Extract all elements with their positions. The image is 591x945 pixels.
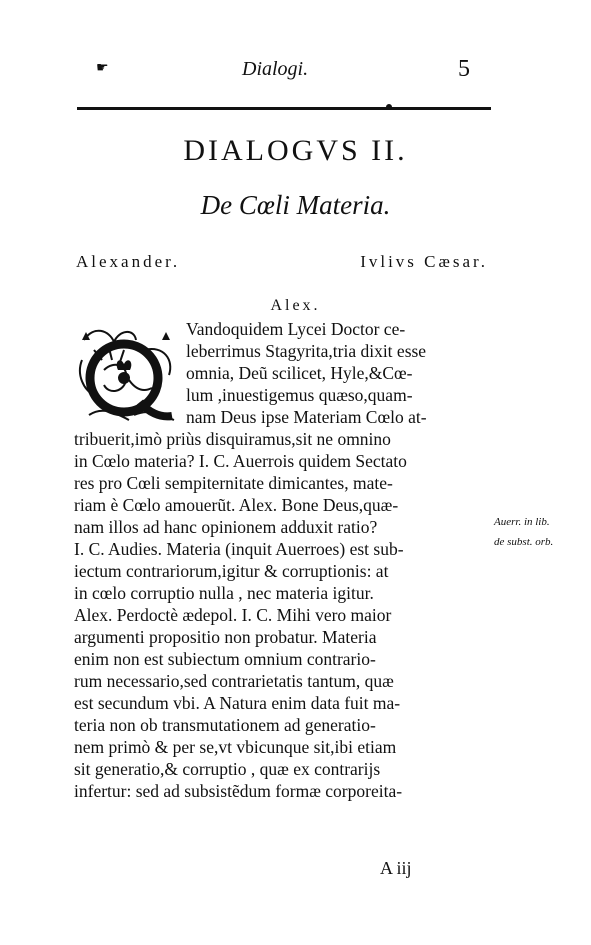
text-line: in cœlo corruptio nulla , nec materia igitur. — [74, 583, 374, 603]
text-line: I. C. Audies. Materia (inquit Auerroes) est sub- — [74, 539, 404, 559]
pointing-hand-icon: ☛ — [96, 61, 109, 76]
text-line: Vandoquidem Lycei Doctor ce- — [186, 319, 406, 339]
marginal-note-line: Auerr. in lib. — [494, 516, 550, 528]
speaker-right: Ivlivs Cæsar. — [360, 252, 488, 271]
text-line: nam illos ad hanc opinionem adduxit ratio? — [74, 517, 378, 537]
text-line: leberrimus Stagyrita,tria dixit esse — [186, 341, 427, 361]
text-line: enim non est subiectum omnium contrario- — [74, 649, 376, 669]
dialogue-title: DIALOGVS II. — [183, 134, 408, 167]
text-line: res pro Cœli sempiternitate dimicantes, mate- — [74, 473, 393, 493]
header-rule — [77, 107, 491, 110]
marginal-note-line: de subst. orb. — [494, 536, 554, 548]
text-line: lum ,inuestigemus quæso,quam- — [186, 385, 413, 405]
dialogue-subtitle: De Cœli Materia. — [200, 190, 391, 220]
decorated-initial-q-icon — [74, 320, 182, 428]
text-line: iectum contrariorum,igitur & corruptionis: at — [74, 561, 389, 581]
text-line: est secundum vbi. A Natura enim data fuit ma- — [74, 693, 401, 713]
running-head: Dialogi. — [242, 58, 309, 80]
text-line: Alex. Perdoctè ædepol. I. C. Mihi vero maior — [74, 605, 392, 625]
text-line: sit generatio,& corruptio , quæ ex contrarijs — [74, 759, 381, 779]
text-line: omnia, Deũ scilicet, Hyle,&Cœ- — [186, 363, 413, 383]
ornamental-initial — [74, 320, 182, 428]
speaker-left: Alexander. — [76, 252, 181, 271]
text-line: teria non ob transmutationem ad generatio- — [74, 715, 376, 735]
text-line: riam è Cœlo amouerũt. Alex. Bone Deus,quæ- — [74, 495, 399, 515]
speaker-label: Alex. — [270, 297, 321, 314]
page-header — [0, 56, 591, 90]
text-line: infertur: sed ad subsistẽdum formæ corporeita- — [74, 781, 403, 801]
text-line: rum necessario,sed contrarietatis tantum, quæ — [74, 671, 394, 691]
rule-ornament — [386, 104, 392, 110]
text-line: in Cœlo materia? I. C. Auerrois quidem Sectato — [74, 451, 407, 471]
text-line: tribuerit,imò priùs disquiramus,sit ne omnino — [74, 429, 391, 449]
text-line: nam Deus ipse Materiam Cœlo at- — [186, 407, 427, 427]
text-line: argumenti propositio non probatur. Materia — [74, 627, 377, 647]
marginal-note — [494, 516, 553, 556]
speakers-line — [76, 252, 488, 272]
signature-mark: A iij — [380, 858, 412, 878]
text-line: nem primò & per se,vt vbicunque sit,ibi etiam — [74, 737, 397, 757]
page-number: 5 — [458, 56, 470, 82]
